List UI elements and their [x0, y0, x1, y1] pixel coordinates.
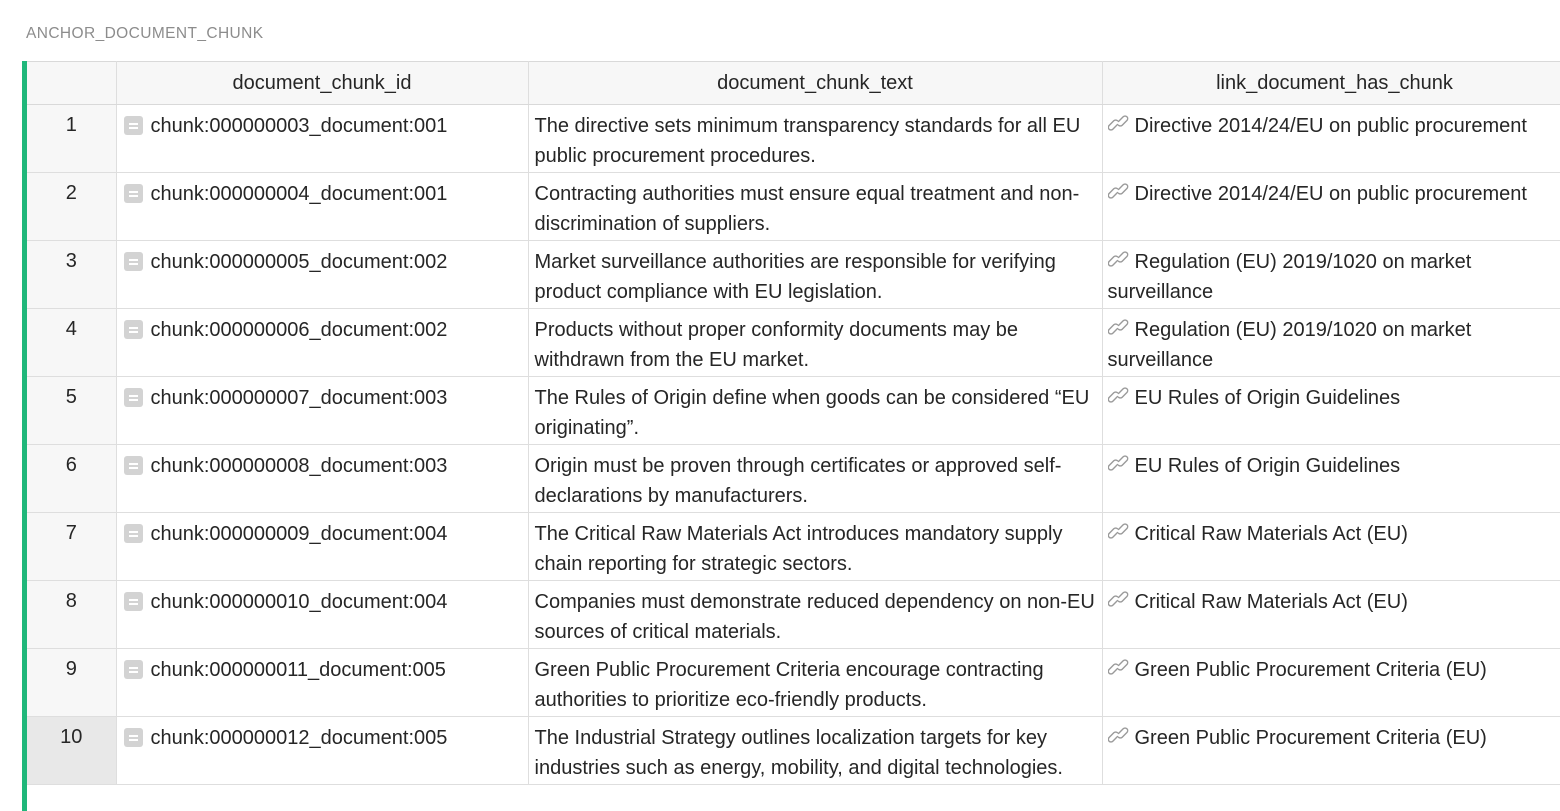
document-chunk-id-value: chunk:000000010_document:004	[150, 591, 448, 613]
record-icon	[124, 252, 143, 271]
row-number[interactable]: 4	[27, 309, 116, 377]
link-document-has-chunk-value: EU Rules of Origin Guidelines	[1134, 387, 1401, 409]
link-document-has-chunk-cell[interactable]	[1102, 717, 1560, 785]
record-icon	[124, 728, 143, 747]
document-chunk-id-value: chunk:000000009_document:004	[150, 523, 448, 545]
link-document-has-chunk-value: Regulation (EU) 2019/1020 on market surveillance	[1107, 251, 1472, 303]
record-icon	[124, 320, 143, 339]
link-icon	[1108, 589, 1130, 609]
table-row[interactable]	[27, 377, 1560, 445]
link-icon	[1108, 385, 1130, 405]
document-chunk-id-cell[interactable]	[116, 581, 528, 649]
table-row[interactable]	[27, 717, 1560, 785]
records-table	[27, 61, 1560, 785]
document-chunk-text-value: Green Public Procurement Criteria encourage contracting authorities to prioritize eco-friendly products.	[534, 659, 1044, 711]
link-icon	[1108, 725, 1130, 745]
record-icon	[124, 184, 143, 203]
document-chunk-id-value: chunk:000000006_document:002	[150, 319, 448, 341]
link-document-has-chunk-value: Directive 2014/24/EU on public procurement	[1134, 115, 1527, 137]
document-chunk-text-value: Market surveillance authorities are responsible for verifying product compliance with EU legislation.	[534, 251, 1056, 303]
document-chunk-id-cell[interactable]	[116, 309, 528, 377]
document-chunk-text-cell[interactable]	[528, 717, 1102, 785]
column-header-link-document-has-chunk[interactable]: link_document_has_chunk	[1102, 62, 1560, 105]
document-chunk-id-cell[interactable]	[116, 377, 528, 445]
column-header-document-chunk-id[interactable]: document_chunk_id	[116, 62, 528, 105]
table-row[interactable]	[27, 309, 1560, 377]
document-chunk-text-value: The Rules of Origin define when goods can be considered “EU originating”.	[534, 387, 1090, 439]
document-chunk-text-cell[interactable]	[528, 581, 1102, 649]
record-icon	[124, 524, 143, 543]
document-chunk-id-value: chunk:000000005_document:002	[150, 251, 448, 273]
row-number[interactable]: 5	[27, 377, 116, 445]
link-document-has-chunk-value: EU Rules of Origin Guidelines	[1134, 455, 1401, 477]
table-row[interactable]	[27, 241, 1560, 309]
link-document-has-chunk-cell[interactable]	[1102, 309, 1560, 377]
document-chunk-id-cell[interactable]	[116, 445, 528, 513]
table-row[interactable]	[27, 513, 1560, 581]
header-row	[27, 62, 1560, 105]
document-chunk-text-value: Products without proper conformity documents may be withdrawn from the EU market.	[534, 319, 1019, 371]
document-chunk-text-cell[interactable]	[528, 649, 1102, 717]
link-document-has-chunk-cell[interactable]	[1102, 241, 1560, 309]
document-chunk-id-cell[interactable]	[116, 717, 528, 785]
document-chunk-id-cell[interactable]	[116, 513, 528, 581]
record-icon	[124, 388, 143, 407]
link-document-has-chunk-cell[interactable]	[1102, 649, 1560, 717]
row-number[interactable]: 10	[27, 717, 116, 785]
row-number[interactable]: 8	[27, 581, 116, 649]
link-icon	[1108, 657, 1130, 677]
document-chunk-id-value: chunk:000000012_document:005	[150, 727, 448, 749]
table-row[interactable]	[27, 173, 1560, 241]
link-document-has-chunk-cell[interactable]	[1102, 513, 1560, 581]
row-number[interactable]: 2	[27, 173, 116, 241]
link-document-has-chunk-value: Critical Raw Materials Act (EU)	[1134, 523, 1408, 545]
link-icon	[1108, 453, 1130, 473]
document-chunk-text-value: The Industrial Strategy outlines localization targets for key industries such as energy, mobility, and digital technologies.	[534, 727, 1063, 779]
link-document-has-chunk-value: Critical Raw Materials Act (EU)	[1134, 591, 1408, 613]
table-row[interactable]	[27, 445, 1560, 513]
link-document-has-chunk-value: Green Public Procurement Criteria (EU)	[1134, 659, 1487, 681]
document-chunk-text-cell[interactable]	[528, 105, 1102, 173]
row-number[interactable]: 6	[27, 445, 116, 513]
document-chunk-id-cell[interactable]	[116, 173, 528, 241]
link-document-has-chunk-cell[interactable]	[1102, 173, 1560, 241]
document-chunk-id-value: chunk:000000007_document:003	[150, 387, 448, 409]
document-chunk-text-value: The directive sets minimum transparency standards for all EU public procurement procedures.	[534, 115, 1081, 167]
link-icon	[1108, 249, 1130, 269]
data-grid	[27, 61, 1560, 785]
document-chunk-text-value: The Critical Raw Materials Act introduces mandatory supply chain reporting for strategic sectors.	[534, 523, 1063, 575]
document-chunk-id-value: chunk:000000003_document:001	[150, 115, 448, 137]
column-header-document-chunk-text[interactable]: document_chunk_text	[528, 62, 1102, 105]
row-number[interactable]: 7	[27, 513, 116, 581]
document-chunk-text-value: Origin must be proven through certificates or approved self-declarations by manufacturers.	[534, 455, 1062, 507]
link-document-has-chunk-value: Green Public Procurement Criteria (EU)	[1134, 727, 1487, 749]
link-icon	[1108, 113, 1130, 133]
record-icon	[124, 660, 143, 679]
table-title: ANCHOR_DOCUMENT_CHUNK	[26, 25, 264, 42]
document-chunk-text-cell[interactable]	[528, 173, 1102, 241]
document-chunk-text-cell[interactable]	[528, 309, 1102, 377]
document-chunk-text-cell[interactable]	[528, 513, 1102, 581]
link-icon	[1108, 181, 1130, 201]
link-document-has-chunk-cell[interactable]	[1102, 377, 1560, 445]
link-icon	[1108, 317, 1130, 337]
table-row[interactable]	[27, 649, 1560, 717]
document-chunk-text-cell[interactable]	[528, 377, 1102, 445]
row-number[interactable]: 3	[27, 241, 116, 309]
table-row[interactable]	[27, 581, 1560, 649]
document-chunk-id-cell[interactable]	[116, 105, 528, 173]
row-number[interactable]: 9	[27, 649, 116, 717]
document-chunk-text-value: Companies must demonstrate reduced dependency on non-EU sources of critical materials.	[534, 591, 1095, 643]
link-document-has-chunk-value: Directive 2014/24/EU on public procurement	[1134, 183, 1527, 205]
document-chunk-id-value: chunk:000000008_document:003	[150, 455, 448, 477]
table-body	[27, 105, 1560, 785]
document-chunk-id-value: chunk:000000004_document:001	[150, 183, 448, 205]
record-icon	[124, 116, 143, 135]
link-icon	[1108, 521, 1130, 541]
document-chunk-id-cell[interactable]	[116, 241, 528, 309]
table-row[interactable]	[27, 105, 1560, 173]
link-document-has-chunk-value: Regulation (EU) 2019/1020 on market surveillance	[1107, 319, 1472, 371]
row-number[interactable]: 1	[27, 105, 116, 173]
document-chunk-id-value: chunk:000000011_document:005	[150, 659, 446, 681]
record-icon	[124, 456, 143, 475]
link-document-has-chunk-cell[interactable]	[1102, 445, 1560, 513]
document-chunk-id-cell[interactable]	[116, 649, 528, 717]
row-number-header	[27, 62, 116, 105]
document-chunk-text-value: Contracting authorities must ensure equal treatment and non-discrimination of suppliers.	[534, 183, 1080, 235]
link-document-has-chunk-cell[interactable]	[1102, 581, 1560, 649]
link-document-has-chunk-cell[interactable]	[1102, 105, 1560, 173]
record-icon	[124, 592, 143, 611]
document-chunk-text-cell[interactable]	[528, 241, 1102, 309]
document-chunk-text-cell[interactable]	[528, 445, 1102, 513]
